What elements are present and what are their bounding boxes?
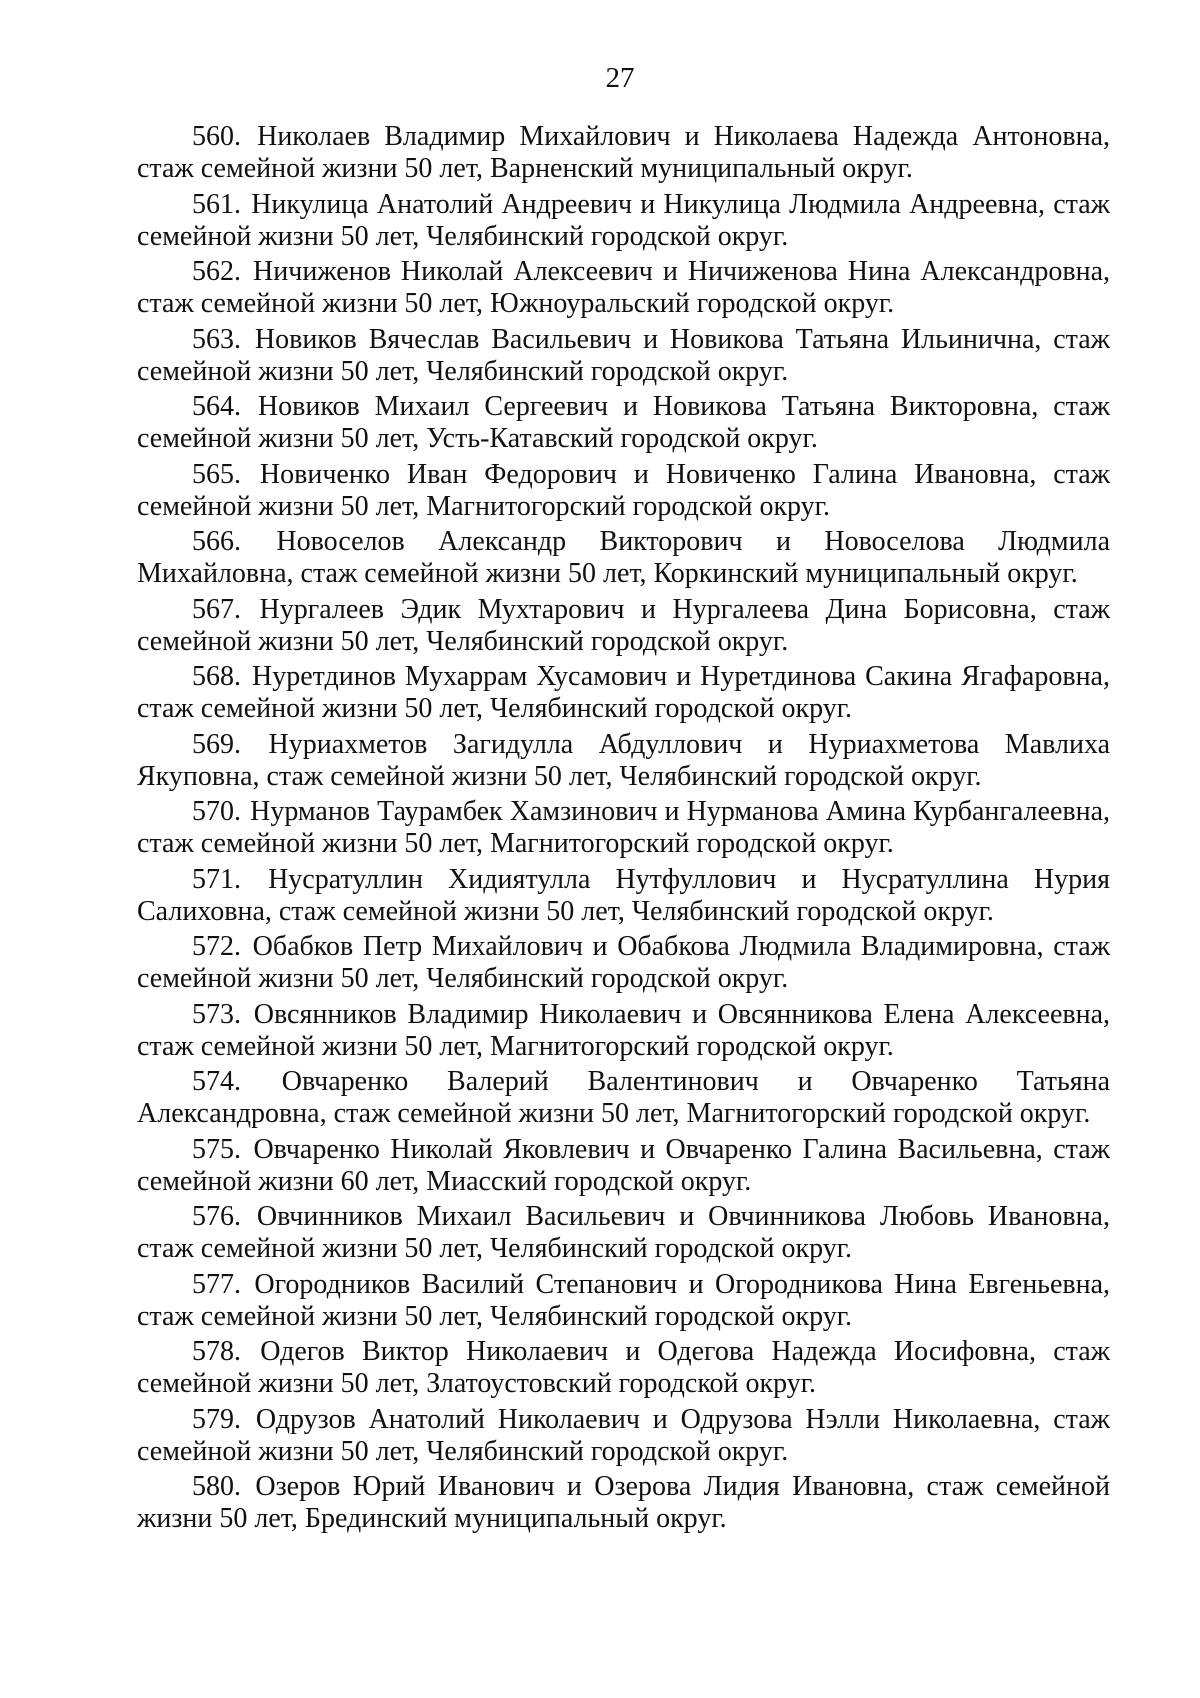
item-text: Новиков Михаил Сергеевич и Новикова Татьяна Викторовна, стаж семейной жизни 50 лет, Усть-Катавский городской округ. (137, 391, 1110, 454)
list-item (137, 391, 1110, 455)
item-text: Обабков Петр Михайлович и Обабкова Людмила Владимировна, стаж семейной жизни 50 лет, Челябинский городской округ. (137, 931, 1111, 994)
item-number: 576. (192, 1201, 241, 1232)
list-item (137, 594, 1110, 658)
item-number: 575. (192, 1133, 241, 1165)
item-text: Никулица Анатолий Андреевич и Никулица Людмила Андреевна, стаж семейной жизни 50 лет, Челябинский городской округ. (137, 188, 1110, 252)
item-number: 568. (192, 661, 241, 692)
item-text: Овчинников Михаил Васильевич и Овчинникова Любовь Ивановна, стаж семейной жизни 50 лет, Челябинский городской округ. (137, 1201, 1110, 1264)
award-list (137, 121, 1110, 1539)
item-text: Николаев Владимир Михайлович и Николаева Надежда Антоновна, стаж семейной жизни 50 лет, Варненский муниципальный округ. (137, 121, 1111, 184)
list-item (137, 999, 1110, 1063)
item-text: Нургалеев Эдик Мухтарович и Нургалеева Дина Борисовна, стаж семейной жизни 50 лет, Челябинский городской округ. (137, 593, 1111, 657)
list-item (137, 459, 1110, 523)
item-number: 573. (192, 998, 241, 1030)
list-item (137, 121, 1110, 185)
list-item (137, 189, 1110, 253)
item-number: 572. (192, 931, 241, 962)
item-text: Нурманов Таурамбек Хамзинович и Нурманова Амина Курбангалеевна, стаж семейной жизни 50 лет, Магнитогорский городской округ. (137, 796, 1111, 859)
item-number: 562. (192, 256, 241, 287)
list-item (137, 1269, 1110, 1333)
item-text: Новиченко Иван Федорович и Новиченко Галина Ивановна, стаж семейной жизни 50 лет, Магнитогорский городской округ. (137, 458, 1110, 522)
item-number: 569. (192, 728, 241, 760)
item-number: 561. (192, 188, 241, 220)
item-number: 566. (192, 526, 241, 557)
item-number: 571. (192, 863, 241, 895)
item-text: Нуретдинов Мухаррам Хусамович и Нуретдинова Сакина Ягафаровна, стаж семейной жизни 50 лет, Челябинский городской округ. (137, 661, 1110, 724)
item-number: 563. (192, 323, 241, 355)
list-item (137, 526, 1110, 590)
list-item (137, 661, 1110, 725)
list-item (137, 256, 1110, 320)
item-text: Овчаренко Николай Яковлевич и Овчаренко Галина Васильевна, стаж семейной жизни 60 лет, Миасский городской округ. (137, 1133, 1110, 1197)
item-text: Овчаренко Валерий Валентинович и Овчаренко Татьяна Александровна, стаж семейной жизни 50 лет, Магнитогорский городской округ. (137, 1066, 1111, 1129)
list-item (137, 1134, 1110, 1198)
page-number: 27 (605, 62, 635, 94)
list-item (137, 1066, 1110, 1130)
item-text: Озеров Юрий Иванович и Озерова Лидия Ивановна, стаж семейной жизни 50 лет, Брединский муниципальный округ. (137, 1471, 1111, 1534)
item-text: Овсянников Владимир Николаевич и Овсянникова Елена Алексеевна, стаж семейной жизни 50 лет, Магнитогорский городской округ. (137, 998, 1111, 1062)
item-number: 574. (192, 1066, 241, 1097)
list-item (137, 1404, 1110, 1468)
list-item (137, 324, 1110, 388)
item-text: Одегов Виктор Николаевич и Одегова Надежда Иосифовна, стаж семейной жизни 50 лет, Златоустовский городской округ. (137, 1336, 1111, 1399)
item-number: 580. (192, 1471, 241, 1502)
list-item (137, 1336, 1110, 1400)
item-number: 567. (192, 593, 241, 625)
list-item (137, 1471, 1110, 1535)
item-text: Ничиженов Николай Алексеевич и Ничиженова Нина Александровна, стаж семейной жизни 50 лет, Южноуральский городской округ. (137, 256, 1111, 319)
item-number: 565. (192, 458, 241, 490)
list-item (137, 864, 1110, 928)
list-item (137, 796, 1110, 860)
item-text: Новоселов Александр Викторович и Новоселова Людмила Михайловна, стаж семейной жизни 50 лет, Коркинский муниципальный округ. (137, 526, 1110, 589)
item-number: 570. (192, 796, 241, 827)
list-item (137, 729, 1110, 793)
item-number: 577. (192, 1268, 241, 1300)
item-text: Огородников Василий Степанович и Огородникова Нина Евгеньевна, стаж семейной жизни 50 лет, Челябинский городской округ. (137, 1268, 1111, 1332)
list-item (137, 931, 1110, 995)
item-text: Нусратуллин Хидиятулла Нутфуллович и Нусратуллина Нурия Салиховна, стаж семейной жизни 50 лет, Челябинский городской округ. (137, 863, 1110, 927)
item-text: Нуриахметов Загидулла Абдуллович и Нуриахметова Мавлиха Якуповна, стаж семейной жизни 50 лет, Челябинский городской округ. (137, 728, 1110, 792)
item-number: 564. (192, 391, 241, 422)
list-item (137, 1201, 1110, 1265)
item-number: 578. (192, 1336, 241, 1367)
item-text: Одрузов Анатолий Николаевич и Одрузова Нэлли Николаевна, стаж семейной жизни 50 лет, Челябинский городской округ. (137, 1403, 1110, 1467)
item-number: 579. (192, 1403, 241, 1435)
item-text: Новиков Вячеслав Васильевич и Новикова Татьяна Ильинична, стаж семейной жизни 50 лет, Челябинский городской округ. (137, 323, 1111, 387)
item-number: 560. (192, 121, 241, 152)
